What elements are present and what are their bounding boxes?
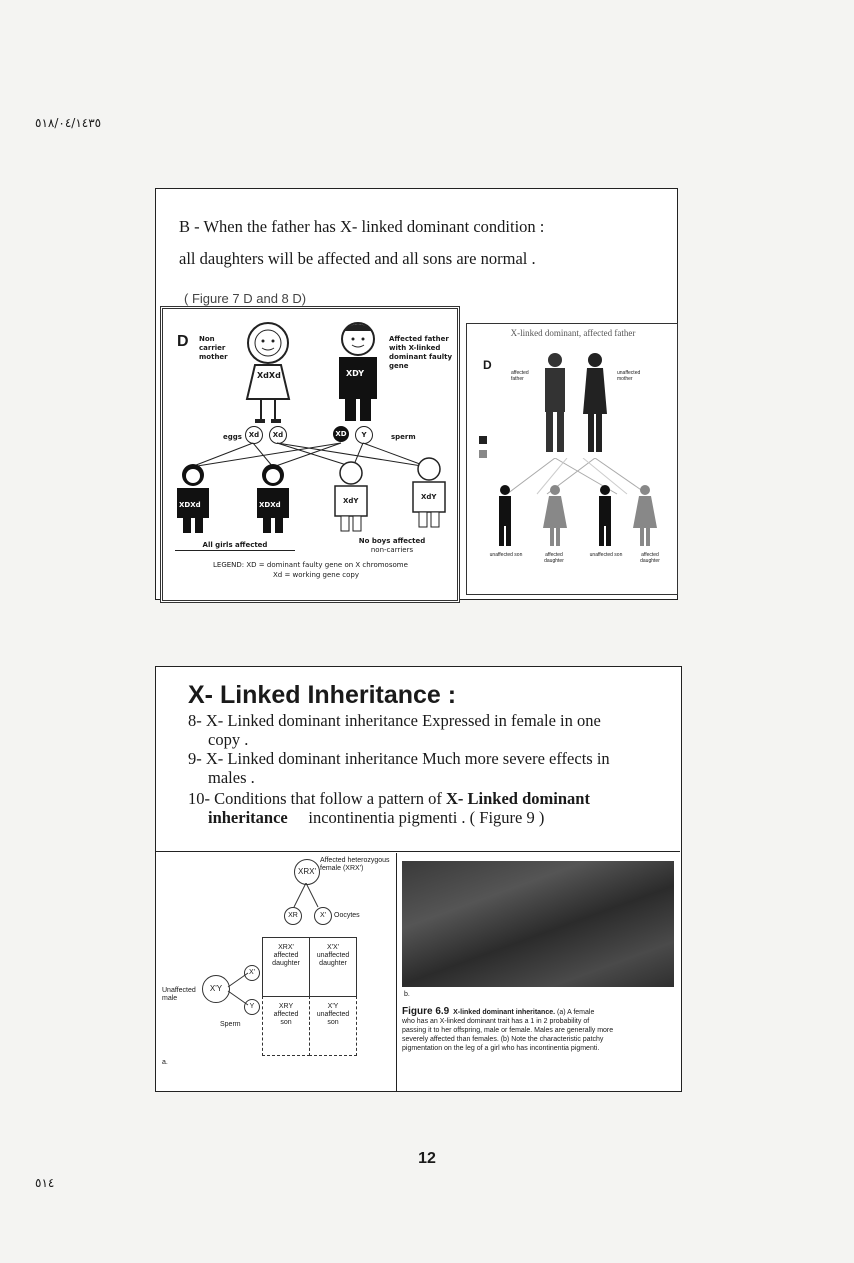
list-item-10: 10- Conditions that follow a pattern of X- Linked dominant inheritance incontinentia pigmenti . ( Figure 9 ) (188, 789, 590, 827)
section-b-box (155, 188, 678, 600)
sperm-allele-x: X' (244, 965, 260, 981)
fig8-children (495, 484, 665, 550)
section-x-box (155, 666, 682, 1092)
section-b-line2: all daughters will be affected and all sons are normal . (179, 249, 536, 268)
child-genotype-1: XDXd (179, 501, 201, 509)
mother-arrows (286, 883, 326, 909)
boys-caption: No boys affected non-carriers (358, 537, 426, 554)
list-item-9: 9- X- Linked dominant inheritance Much more severe effects in males . (188, 749, 610, 787)
figure-reference: ( Figure 7 D and 8 D) (184, 291, 307, 306)
section-b-line1: B - When the father has X- linked dominant condition : (179, 217, 545, 236)
sperm-label: sperm (391, 433, 416, 441)
fig7-father-label: Affected father with X-linked dominant faulty gene (389, 335, 453, 370)
sperm-y: Y (355, 426, 373, 444)
footer-stamp: ٥١٤ (35, 1176, 55, 1190)
fig9a-panel-letter: a. (162, 1059, 168, 1066)
fig8-child-label-4: affected daughter (640, 552, 660, 564)
egg-1: Xd (245, 426, 263, 444)
punnett-cell-1: XRX' affected daughter (262, 937, 310, 997)
fig8-child-label-2: affected daughter (544, 552, 564, 564)
legend-line-2: Xd = working gene copy (273, 571, 359, 579)
figure-8d (466, 323, 678, 595)
child-girl-2 (251, 461, 295, 537)
eggs-label: eggs (223, 433, 242, 441)
fig9a-mother-label: Affected heterozygous female (XRX') (320, 857, 390, 872)
pigmentation-photo (402, 861, 674, 987)
section-x-heading: X- Linked Inheritance : (188, 681, 457, 709)
sperm-allele-y: Y (244, 999, 260, 1015)
list-item-8: 8- X- Linked dominant inheritance Expressed in female in one copy . (188, 711, 601, 749)
page-number: 12 (418, 1150, 436, 1167)
egg-2: Xd (269, 426, 287, 444)
legend-line-1: LEGEND: XD = dominant faulty gene on X chromosome (213, 561, 408, 569)
child-genotype-2: XDXd (259, 501, 281, 509)
fig8-legend-affected (479, 436, 487, 444)
fig8-panel-letter: D (483, 358, 492, 372)
fig9b-caption: Figure 6.9 X-linked dominant inheritance. (a) A female who has an X-linked dominant trait has a 1 in 2 probability of passing it to her offspring, male or female. Males are generally more severely affected than females. (b) Note the characteristic patchy pigmentation on the leg of a girl who has incontinentia pigmenti. (402, 1006, 614, 1052)
mother-genotype: XdXd (257, 371, 281, 380)
figure-9a (156, 853, 396, 1091)
fig8-legend-unaffected (479, 450, 487, 458)
child-genotype-4: XdY (421, 493, 437, 501)
punnett-cell-4: X'Y unaffected son (309, 996, 357, 1056)
date-stamp: ٥١٨/٠٤/١٤٣٥ (35, 116, 102, 130)
child-genotype-3: XdY (343, 497, 359, 505)
fig7-mother-label: Non carrier mother (199, 335, 228, 361)
figure-9b (398, 853, 680, 1091)
father-circle: X'Y (202, 975, 230, 1003)
punnett-cell-3: XRY affected son (262, 996, 310, 1056)
fig9b-panel-letter: b. (404, 991, 410, 998)
fig8-title: X-linked dominant, affected father (510, 328, 636, 338)
fig8-affected-father: affected father (511, 370, 529, 382)
girls-caption: All girls affected (175, 541, 295, 551)
mother-circle: XRX' (294, 859, 320, 885)
punnett-cell-2: X'X' unaffected daughter (309, 937, 357, 997)
fig8-child-label-1: unaffected son (489, 552, 523, 558)
oocyte-2: X' (314, 907, 332, 925)
fig8-parents (535, 352, 615, 460)
fig7-panel-letter: D (177, 333, 189, 350)
father-genotype: XDY (346, 369, 365, 378)
figure-7d (160, 306, 460, 603)
sperm-label-9a: Sperm (220, 1021, 241, 1028)
divider (156, 851, 680, 852)
oocyte-1: XR (284, 907, 302, 925)
oocytes-label: Oocytes (334, 912, 360, 919)
child-girl-1 (171, 461, 215, 537)
fig8-unaffected-mother: unaffected mother (617, 370, 641, 382)
sperm-x: XD (333, 426, 349, 442)
fig9a-father-label: Unaffected male (162, 987, 196, 1002)
figure-divider (396, 853, 397, 1091)
fig8-child-label-3: unaffected son (589, 552, 623, 558)
